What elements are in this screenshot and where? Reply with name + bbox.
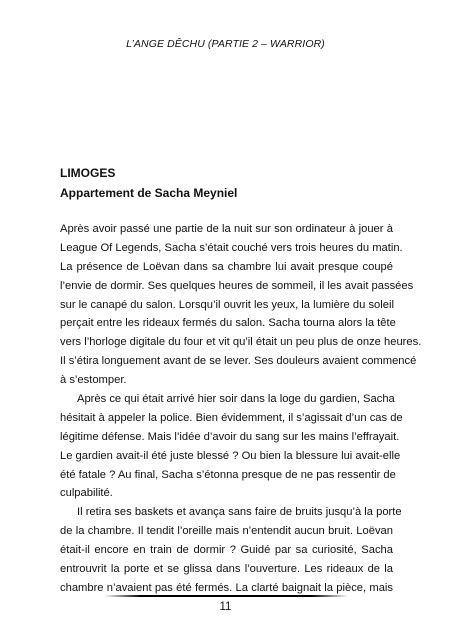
- text-line: été fatale ? Au final, Sacha s’étonna presque de ne pas ressentir de: [60, 468, 396, 481]
- text-line: Il retira ses baskets et avança sans faire de bruits jusqu’à la porte: [77, 506, 402, 519]
- text-line: hésitait à appeler la police. Bien évidemment, il s’agissait d’un cas de: [60, 411, 403, 424]
- text-line: entrouvrit la porte et se glissa dans l’ouverture. Les rideaux de la: [60, 563, 393, 576]
- text-line: vers l’horloge digitale du four et vit qu’il était un peu plus de onze heures.: [60, 336, 422, 349]
- text-line: était-il encore en train de dormir ? Guidé par sa curiosité, Sacha: [60, 544, 393, 557]
- text-line: Après ce qui était arrivé hier soir dans la loge du gardien, Sacha: [77, 393, 395, 406]
- text-line: Le gardien avait-il été juste blessé ? Ou bien la blessure lui avait-elle: [60, 449, 401, 462]
- chapter-subtitle: Appartement de Sacha Meyniel: [60, 186, 238, 200]
- chapter-heading: [60, 163, 400, 203]
- text-line: perçait entre les rideaux fermés du salon. Sacha tourna alors la tête: [60, 317, 396, 330]
- text-line: sur le canapé du salon. Lorsqu’il ouvrit les yeux, la lumière du soleil: [60, 298, 394, 311]
- text-line: l’envie de dormir. Ses quelques heures de sommeil, il les avait passées: [60, 279, 414, 292]
- text-line: Il s’étira longuement avant de se lever. Ses douleurs avaient commencé: [60, 355, 417, 368]
- text-line: Après avoir passé une partie de la nuit sur son ordinateur à jouer à: [60, 223, 393, 235]
- text-line: légitime défense. Mais l’idée d’avoir du sang sur les mains l’effrayait.: [60, 430, 400, 443]
- footer-rule: [104, 595, 348, 597]
- running-header: L’ANGE DÊCHU (PARTIE 2 – WARRIOR): [126, 38, 325, 50]
- text-line: La présence de Loëvan dans sa chambre lui avait presque coupé: [60, 260, 393, 273]
- text-line: de la chambre. Il tendit l’oreille mais n’entendit aucun bruit. Loëvan: [60, 525, 393, 538]
- text-line: League Of Legends, Sacha s’était couché vers trois heures du matin.: [60, 241, 403, 254]
- body-text: [60, 220, 422, 598]
- text-line: chambre n’avaient pas été fermés. La clarté baignait la pièce, mais: [60, 581, 393, 594]
- text-line: à s’estomper.: [60, 374, 127, 387]
- page-number: 11: [219, 601, 232, 613]
- chapter-location: LIMOGES: [60, 166, 116, 180]
- text-line: culpabilité.: [60, 487, 113, 500]
